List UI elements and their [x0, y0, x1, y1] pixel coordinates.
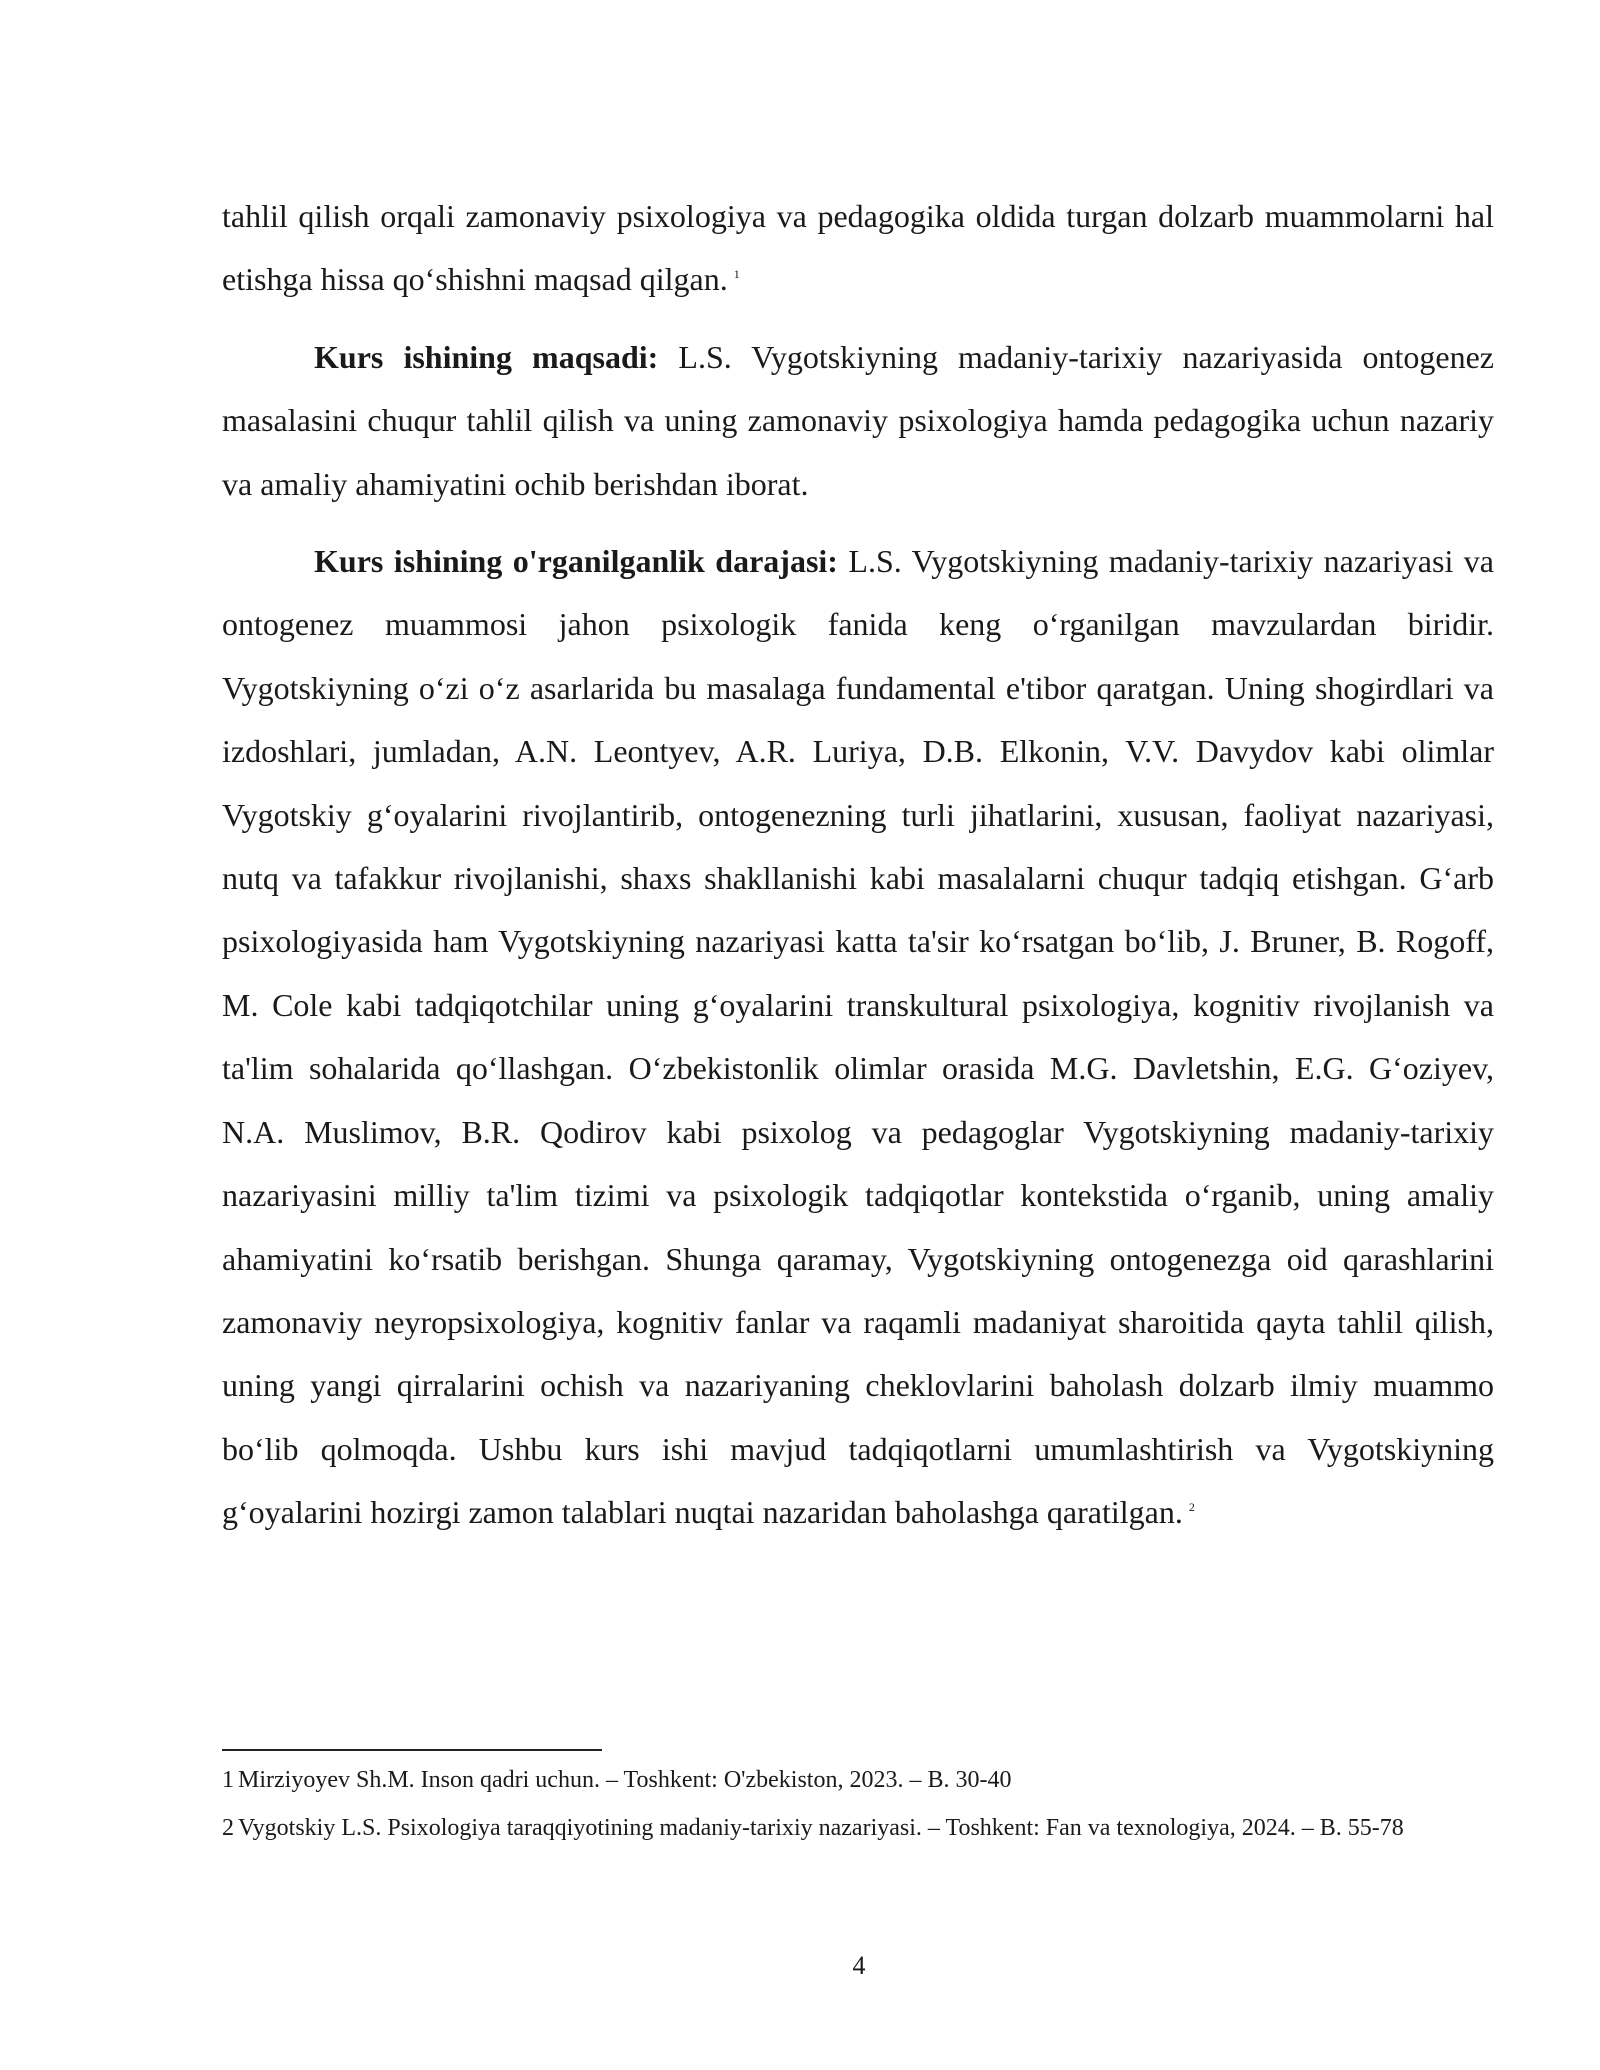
study-level-heading: Kurs ishining o'rganilganlik darajasi:: [314, 543, 838, 580]
aim-heading: Kurs ishining maqsadi:: [314, 338, 659, 375]
footnote-number: 1: [222, 1767, 234, 1793]
footnote-reference-2[interactable]: 2: [1188, 1500, 1195, 1515]
footnote-text: Vygotskiy L.S. Psixologiya taraqqiyotining madaniy-tarixiy nazariyasi. – Toshkent: Fan va texnologiya, 2024. – B. 55-78: [238, 1815, 1404, 1841]
footnote-text: Mirziyoyev Sh.M. Inson qadri uchun. – Toshkent: O'zbekiston, 2023. – B. 30-40: [238, 1767, 1012, 1793]
study-level-paragraph: [222, 530, 1494, 1545]
page-number: 4: [852, 1951, 866, 1980]
study-level-text: L.S. Vygotskiyning madaniy-tarixiy nazariyasi va ontogenez muammosi jahon psixologik fanida keng o‘rganilgan mavzulardan biridir. Vygotskiyning o‘zi o‘z asarlarida bu masalaga fundamental e'tibor qaratgan. Uning shogirdlari va izdoshlari, jumladan, A.N. Leontyev, A.R. Luriya, D.B. Elkonin, V.V. Davydov kabi olimlar Vygotskiy g‘oyalarini rivojlantirib, ontogenezning turli jihatlarini, xususan, faoliyat nazariyasi, nutq va tafakkur rivojlanishi, shaxs shakllanishi kabi masalalarni chuqur tadqiq etishgan. G‘arb psixologiyasida ham Vygotskiyning nazariyasi katta ta'sir ko‘rsatgan bo‘lib, J. Bruner, B. Rogoff, M. Cole kabi tadqiqotchilar uning g‘oyalarini transkultural psixologiya, kognitiv rivojlanish va ta'lim sohalarida qo‘llashgan. O‘zbekistonlik olimlar orasida M.G. Davletshin, E.G. G‘oziyev, N.A. Muslimov, B.R. Qodirov kabi psixolog va pedagoglar Vygotskiyning madaniy-tarixiy nazariyasini milliy ta'lim tizimi va psixologik tadqiqotlar kontekstida o‘rganib, uning amaliy ahamiyatini ko‘rsatib berishgan. Shunga qaramay, Vygotskiyning ontogenezga oid qarashlarini zamonaviy neyropsixologiya, kognitiv fanlar va raqamli madaniyat sharoitida qayta tahlil qilish, uning yangi qirralarini ochish va nazariyaning cheklovlarini baholash dolzarb ilmiy muammo bo‘lib qolmoqda. Ushbu kurs ishi mavjud tadqiqotlarni umumlashtirish va Vygotskiyning g‘oyalarini hozirgi zamon talablari nuqtai nazaridan baholashga qaratilgan.: [222, 543, 1495, 1531]
aim-paragraph: [222, 326, 1494, 516]
footnote-reference-1[interactable]: 1: [733, 267, 740, 282]
footnote-2: [222, 1806, 1494, 1851]
footnote-1: [222, 1758, 1494, 1803]
footnotes: [222, 1758, 1494, 1851]
footnote-number: 2: [222, 1815, 234, 1841]
continuation-paragraph: [222, 185, 1494, 312]
document-body: [222, 185, 1494, 1545]
continuation-text: tahlil qilish orqali zamonaviy psixologiya va pedagogika oldida turgan dolzarb muammolarni hal etishga hissa qo‘shishni maqsad qilgan.: [222, 198, 1494, 298]
aim-text: L.S. Vygotskiyning madaniy-tarixiy nazariyasida ontogenez masalasini chuqur tahlil qilish va uning zamonaviy psixologiya hamda pedagogika uchun nazariy va amaliy ahamiyatini ochib berishdan iborat.: [222, 338, 1494, 502]
footnote-separator: [222, 1749, 602, 1751]
